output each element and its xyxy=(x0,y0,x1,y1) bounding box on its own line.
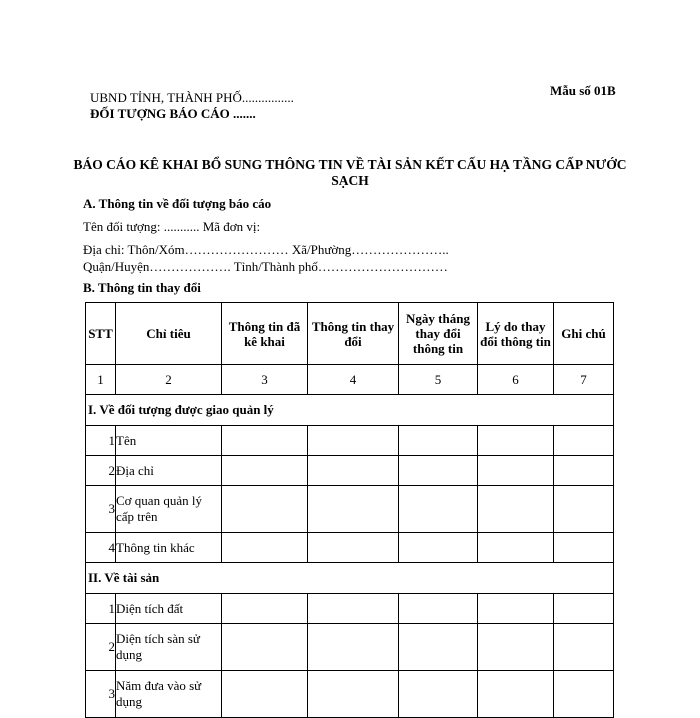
col-header-indicator: Chỉ tiêu xyxy=(116,303,222,365)
report-subject-line: ĐỐI TƯỢNG BÁO CÁO ....... xyxy=(90,106,256,121)
row-number: 1 xyxy=(86,426,116,456)
table-row xyxy=(86,426,614,456)
table-cell[interactable] xyxy=(399,486,478,533)
column-number: 4 xyxy=(308,365,399,395)
row-indicator: Thông tin khác xyxy=(116,533,222,563)
row-indicator: Diện tích sàn sử dụng xyxy=(116,624,222,671)
group-title: II. Về tài sản xyxy=(86,563,614,594)
table-cell[interactable] xyxy=(554,486,614,533)
table-cell[interactable] xyxy=(554,456,614,486)
table-cell[interactable] xyxy=(222,456,308,486)
table-row xyxy=(86,594,614,624)
table-cell[interactable] xyxy=(222,533,308,563)
row-number: 4 xyxy=(86,533,116,563)
table-cell[interactable] xyxy=(308,426,399,456)
col-header-change-date: Ngày tháng thay đổi thông tin xyxy=(399,303,478,365)
col-header-change-reason: Lý do thay đổi thông tin xyxy=(478,303,554,365)
table-header-row xyxy=(86,303,614,365)
row-indicator: Địa chỉ xyxy=(116,456,222,486)
table-cell[interactable] xyxy=(478,671,554,718)
group-row-assets xyxy=(86,563,614,594)
row-indicator: Năm đưa vào sử dụng xyxy=(116,671,222,718)
table-cell[interactable] xyxy=(554,533,614,563)
table-cell[interactable] xyxy=(308,486,399,533)
table-row xyxy=(86,624,614,671)
section-a-heading: A. Thông tin về đối tượng báo cáo xyxy=(83,196,272,211)
column-number: 2 xyxy=(116,365,222,395)
table-cell[interactable] xyxy=(399,624,478,671)
table-cell[interactable] xyxy=(478,533,554,563)
row-indicator: Diện tích đất xyxy=(116,594,222,624)
table-cell[interactable] xyxy=(478,594,554,624)
table-row xyxy=(86,671,614,718)
table-cell[interactable] xyxy=(554,671,614,718)
column-number: 7 xyxy=(554,365,614,395)
table-cell[interactable] xyxy=(399,456,478,486)
table-cell[interactable] xyxy=(222,426,308,456)
section-b-heading: B. Thông tin thay đổi xyxy=(83,280,201,295)
row-number: 3 xyxy=(86,671,116,718)
table-cell[interactable] xyxy=(478,486,554,533)
table-row xyxy=(86,456,614,486)
col-header-declared-info: Thông tin đã kê khai xyxy=(222,303,308,365)
table-cell[interactable] xyxy=(399,671,478,718)
table-row xyxy=(86,533,614,563)
change-info-table xyxy=(85,302,614,718)
table-cell[interactable] xyxy=(478,456,554,486)
table-cell[interactable] xyxy=(222,671,308,718)
column-number: 1 xyxy=(86,365,116,395)
column-number: 3 xyxy=(222,365,308,395)
group-title: I. Về đối tượng được giao quản lý xyxy=(86,395,614,426)
column-number: 5 xyxy=(399,365,478,395)
row-number: 2 xyxy=(86,624,116,671)
address-line-1: Địa chỉ: Thôn/Xóm…………………… Xã/Phường………………….. xyxy=(83,242,449,257)
address-line-2: Quận/Huyện………………. Tỉnh/Thành phố………………………… xyxy=(83,259,448,274)
table-cell[interactable] xyxy=(478,426,554,456)
row-indicator: Cơ quan quản lý cấp trên xyxy=(116,486,222,533)
table-cell[interactable] xyxy=(554,426,614,456)
column-number: 6 xyxy=(478,365,554,395)
column-number-row xyxy=(86,365,614,395)
table-cell[interactable] xyxy=(308,624,399,671)
table-cell[interactable] xyxy=(399,426,478,456)
table-cell[interactable] xyxy=(308,594,399,624)
group-row-managed-entity xyxy=(86,395,614,426)
row-indicator: Tên xyxy=(116,426,222,456)
table-cell[interactable] xyxy=(399,533,478,563)
table-cell[interactable] xyxy=(399,594,478,624)
col-header-stt: STT xyxy=(86,303,116,365)
table-row xyxy=(86,486,614,533)
table-cell[interactable] xyxy=(222,624,308,671)
table-cell[interactable] xyxy=(308,456,399,486)
table-cell[interactable] xyxy=(478,624,554,671)
row-number: 2 xyxy=(86,456,116,486)
entity-name-line: Tên đối tượng: ........... Mã đơn vị: xyxy=(83,219,261,234)
col-header-changed-info: Thông tin thay đổi xyxy=(308,303,399,365)
table-cell[interactable] xyxy=(222,594,308,624)
agency-line: UBND TỈNH, THÀNH PHỐ................ xyxy=(90,90,294,105)
form-code: Mẫu số 01B xyxy=(550,83,616,98)
row-number: 1 xyxy=(86,594,116,624)
table-cell[interactable] xyxy=(308,671,399,718)
col-header-note: Ghi chú xyxy=(554,303,614,365)
table-cell[interactable] xyxy=(308,533,399,563)
row-number: 3 xyxy=(86,486,116,533)
table-cell[interactable] xyxy=(554,594,614,624)
document-title: BÁO CÁO KÊ KHAI BỔ SUNG THÔNG TIN VỀ TÀI SẢN KẾT CẤU HẠ TẦNG CẤP NƯỚC SẠCH xyxy=(73,157,627,188)
table-cell[interactable] xyxy=(554,624,614,671)
table-cell[interactable] xyxy=(222,486,308,533)
